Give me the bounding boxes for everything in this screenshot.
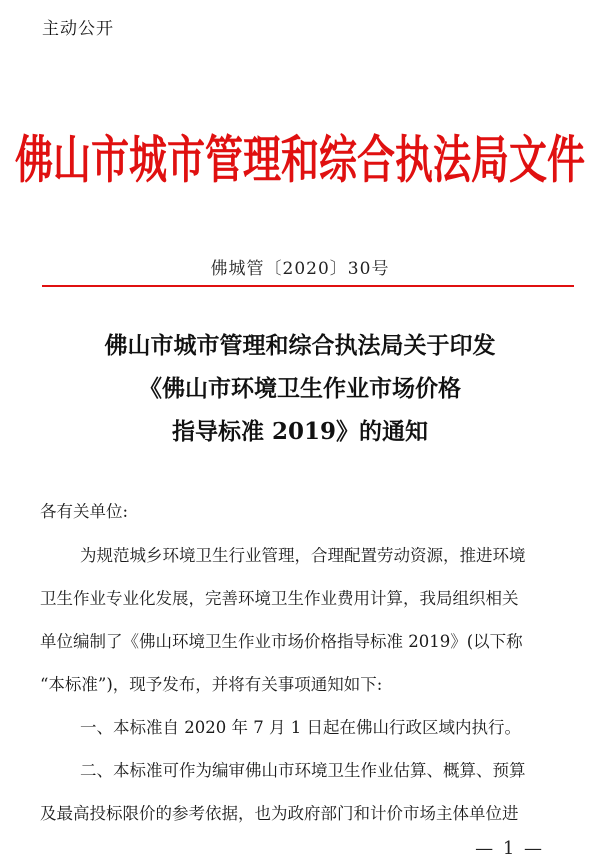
document-number: 佛城管〔2020〕30号: [210, 259, 390, 279]
paragraph-2-line-1: 一、本标准自 2020 年 7 月 1 日起在佛山行政区域内执行。: [80, 718, 521, 737]
paragraph-3-line-1: 二、本标准可作为编审佛山市环境卫生作业估算、概算、预算: [80, 761, 526, 780]
paragraph-1-line-2: 卫生作业专业化发展，完善环境卫生作业费用计算，我局组织相关: [40, 589, 519, 608]
red-divider-line: [42, 285, 574, 287]
document-masthead: 佛山市城市管理和综合执法局文件: [14, 128, 585, 190]
title-line-1: 佛山市城市管理和综合执法局关于印发: [104, 332, 496, 359]
title-line-3: 指导标准 2019》的通知: [171, 418, 429, 445]
page-number: — 1 —: [475, 838, 544, 859]
paragraph-1-line-4: “本标准”)，现予发布，并将有关事项通知如下:: [40, 675, 383, 694]
salutation: 各有关单位:: [40, 502, 129, 521]
title-line-2: 《佛山市环境卫生作业市场价格: [139, 375, 461, 402]
paragraph-1-line-1: 为规范城乡环境卫生行业管理，合理配置劳动资源，推进环境: [80, 546, 526, 565]
paragraph-1-line-3: 单位编制了《佛山环境卫生作业市场价格指导标准 2019》(以下称: [40, 632, 523, 651]
disclosure-label: 主动公开: [42, 19, 114, 39]
paragraph-3-line-2: 及最高投标限价的参考依据，也为政府部门和计价市场主体单位进: [40, 804, 519, 823]
